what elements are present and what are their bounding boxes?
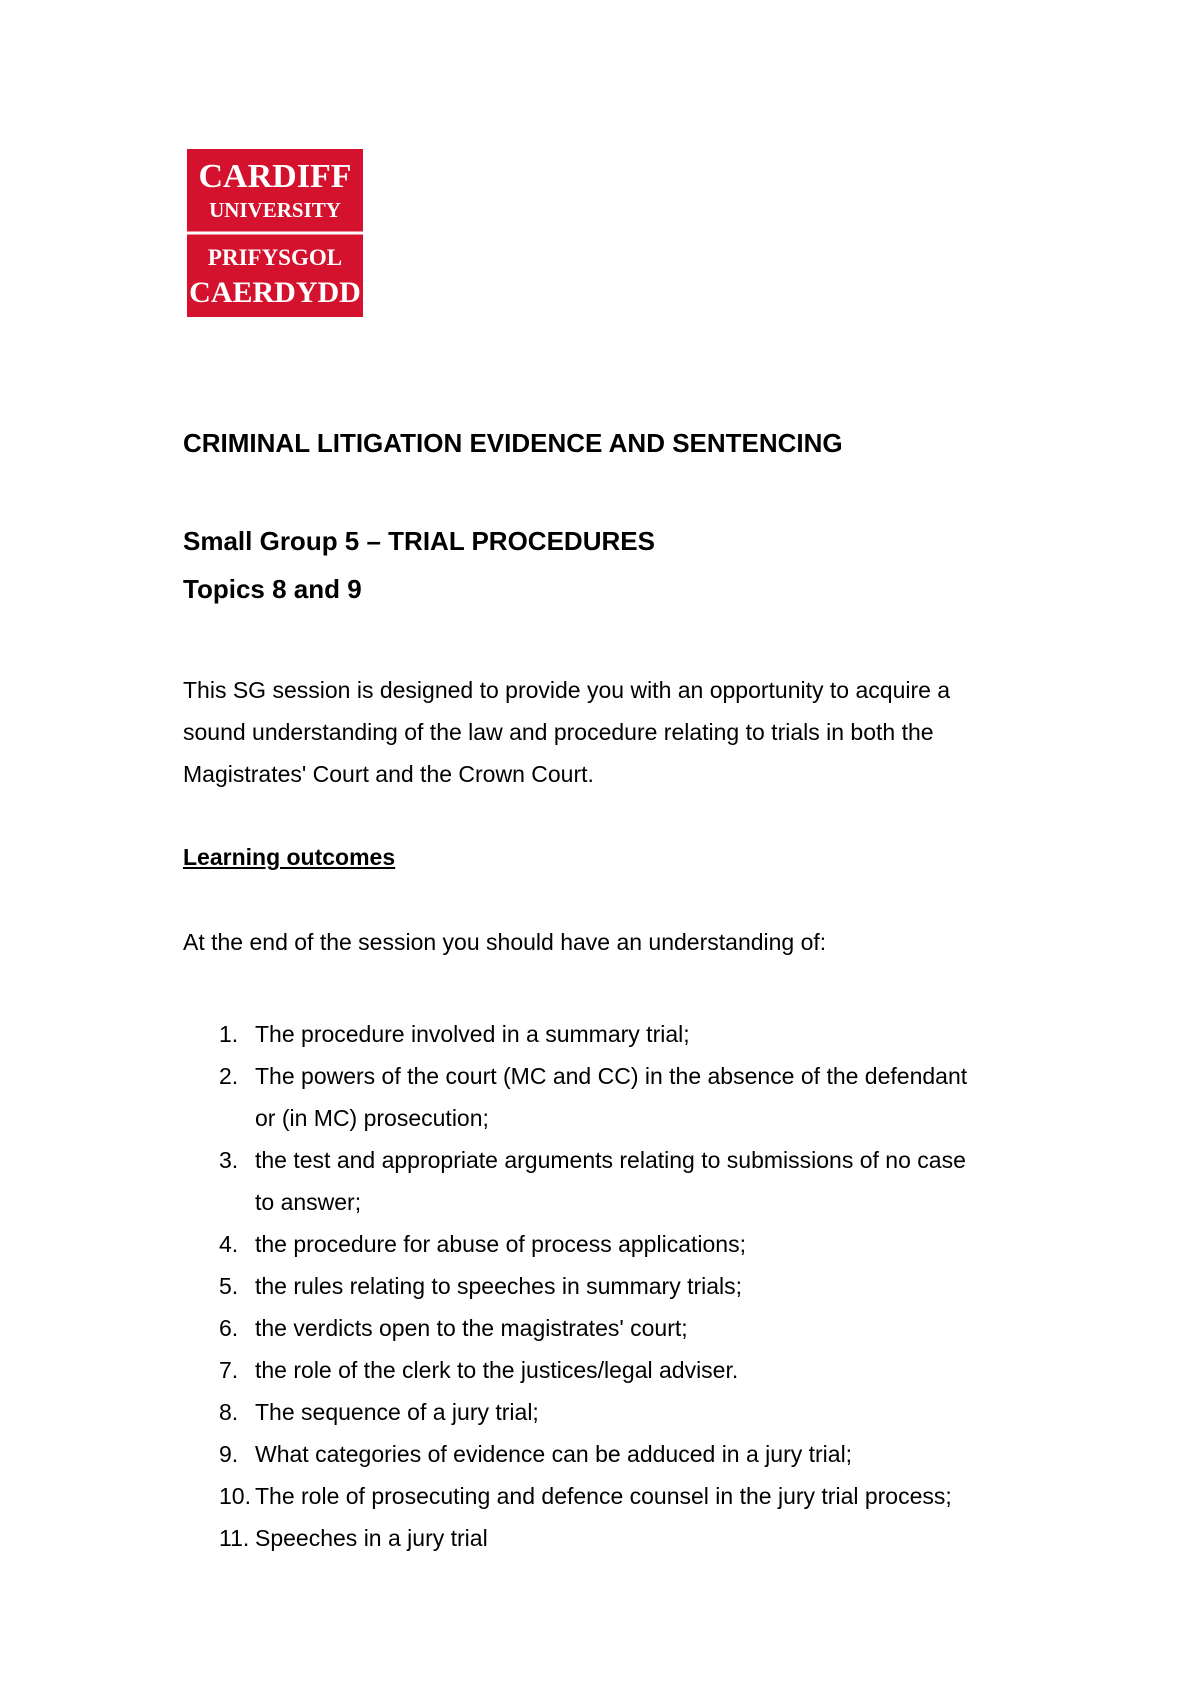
list-item [0,1139,1200,1223]
list-number: 7. [219,1357,239,1383]
session-topics: Topics 8 and 9 [183,574,362,604]
list-number: 11. [219,1525,250,1551]
list-item [0,1013,1200,1055]
list-number: 2. [219,1063,239,1089]
intro-paragraph [183,669,1043,795]
intro-line: This SG session is designed to provide you with an opportunity to acquire a [183,677,951,703]
list-number: 9. [219,1441,239,1467]
list-text: The powers of the court (MC and CC) in the absence of the defendant [255,1063,968,1089]
session-title: Small Group 5 – TRIAL PROCEDURES [183,526,655,556]
list-text: The sequence of a jury trial; [255,1399,539,1425]
logo-line-1: CARDIFF [198,158,352,195]
list-number: 1. [219,1021,239,1047]
list-text: Speeches in a jury trial [255,1525,488,1551]
list-text: the rules relating to speeches in summary trials; [255,1273,743,1299]
list-number: 5. [219,1273,239,1299]
lead-text: At the end of the session you should have an understanding of: [183,929,827,955]
list-item [0,1265,1200,1307]
logo-line-3: PRIFYSGOL [207,245,343,270]
list-item [0,1223,1200,1265]
list-text: the procedure for abuse of process applications; [255,1231,746,1257]
list-item [0,1349,1200,1391]
list-number: 6. [219,1315,239,1341]
list-number: 8. [219,1399,239,1425]
list-text: the role of the clerk to the justices/legal adviser. [255,1357,739,1383]
list-item [0,1391,1200,1433]
logo-line-4: CAERDYDD [189,276,361,309]
list-item [0,1475,1200,1517]
intro-line: Magistrates' Court and the Crown Court. [183,761,594,787]
list-number: 4. [219,1231,239,1257]
list-text: The role of prosecuting and defence counsel in the jury trial process; [255,1483,952,1509]
section-heading: Learning outcomes [183,844,396,870]
list-number: 3. [219,1147,239,1173]
list-number: 10. [219,1483,251,1509]
list-item [0,1517,1200,1559]
document-title: CRIMINAL LITIGATION EVIDENCE AND SENTENCING [183,428,843,458]
list-text: The procedure involved in a summary trial; [255,1021,690,1047]
list-item [0,1307,1200,1349]
list-item [0,1433,1200,1475]
university-logo [187,149,363,317]
list-text: or (in MC) prosecution; [255,1105,489,1131]
logo-wordmark [187,149,363,317]
list-text: to answer; [255,1189,362,1215]
list-item [0,1055,1200,1139]
learning-outcomes-list [0,1013,1200,1559]
list-text: the test and appropriate arguments relating to submissions of no case [255,1147,966,1173]
logo-line-2: UNIVERSITY [209,198,341,222]
list-text: the verdicts open to the magistrates' court; [255,1315,688,1341]
intro-line: sound understanding of the law and procedure relating to trials in both the [183,719,934,745]
list-text: What categories of evidence can be adduced in a jury trial; [255,1441,853,1467]
